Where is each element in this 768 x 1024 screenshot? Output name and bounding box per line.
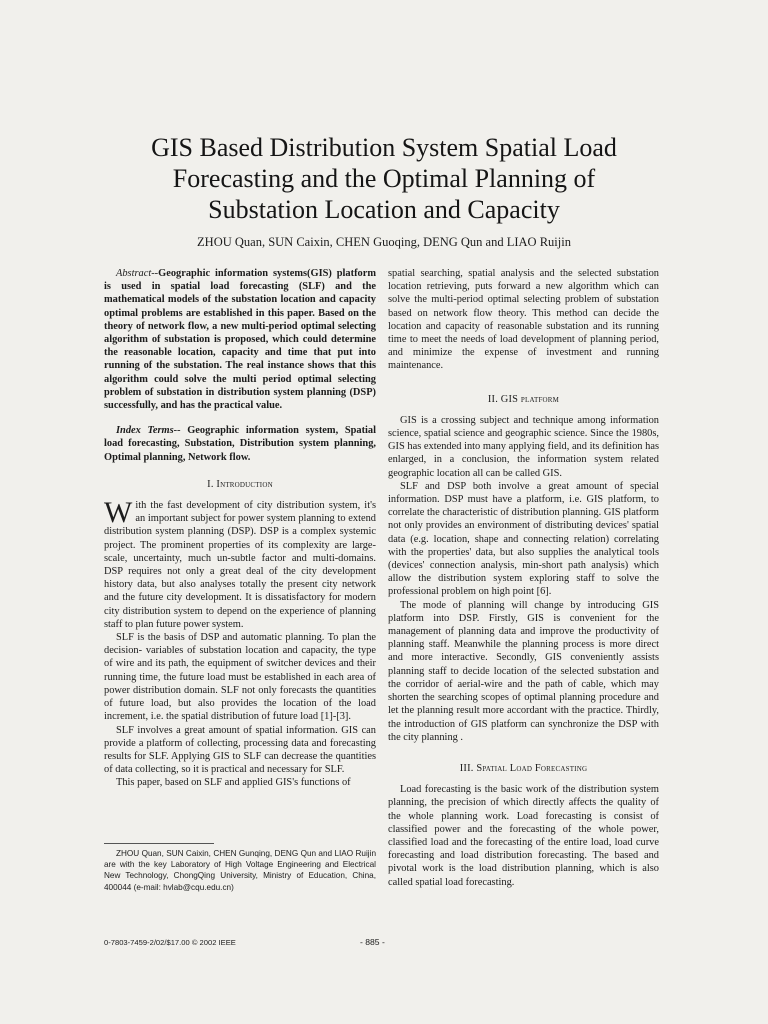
intro-paragraph-2: SLF is the basis of DSP and automatic planning. To plan the decision- variables of substation location and capacity, the type of wire and its path, the equipment of switcher devices and their running time, the future load must be established in each area of power distribution domain. SLF not only forecasts the quantities of future load, but also provides the location of the load increment, i.e. the spatial distribution of future load [1]-[3]. <box>104 632 376 723</box>
intro-paragraph-1 <box>104 496 376 631</box>
section-heading-spatial-load-forecasting: III. Spatial Load Forecasting <box>459 762 588 774</box>
index-terms <box>104 424 376 464</box>
intro-paragraph-4: This paper, based on SLF and applied GIS's functions of <box>116 777 351 789</box>
gis-paragraph-3: The mode of planning will change by introducing GIS platform into DSP. Firstly, GIS is convenient for the management of planning data and improve the productivity of planning staff. Meanwhile the planning process is more direct and more interactive. Secondly, GIS conveniently assists planning staff to decide location of the selected substation and the corridor of aerial-wire and the path of cable, which may shorten the searching scopes of optimal planning procedure and let the planning result more accordant with the practice. Thirdly, the introduction of GIS platform can synchronize the DSP with the city planning . <box>388 599 659 743</box>
intro-paragraph-3: SLF involves a great amount of spatial information. GIS can provide a platform of collecting, processing data and forecasting results for SLF. Applying GIS to SLF can decrease the quantities of data collecting, so it is practical and necessary for SLF. <box>104 724 376 776</box>
right-column <box>388 267 659 889</box>
left-column <box>104 267 376 790</box>
page-number: - 885 - <box>360 937 385 947</box>
abstract-label: Abstract-- <box>116 268 159 279</box>
author-list: ZHOU Quan, SUN Caixin, CHEN Guoqing, DENG Qun and LIAO Ruijin <box>197 235 571 249</box>
gis-paragraph-2: SLF and DSP both involve a great amount of special information. DSP must have a platform, i.e. GIS platform, to correlate the characteristic of distribution planning. GIS platform not only provides an environment of distributing devices' spatial data (e.g. location, shape and connecting relation) correlating with the properties' data, but also supplies the analytical tools (devices' connection analysis, min-short path analysis) which allow the distribution system exploring staff to solve the professional problem on high point [6]. <box>388 480 659 598</box>
affiliation-footnote: ZHOU Quan, SUN Caixin, CHEN Gunqing, DENG Qun and LIAO Ruijin are with the key Laboratory of High Voltage Engineering and Electrical New Technology, ChongQing University, Ministry of Education, China, 400044 (e-mail: hvlab@cqu.edu.cn) <box>104 849 376 892</box>
index-terms-text: Geographic information system, Spatial load forecasting, Substation, Distribution system planning, Optimal planning, Network flow. <box>104 425 376 463</box>
title-line-1: GIS Based Distribution System Spatial Load <box>151 133 617 162</box>
section-heading-introduction: I. Introduction <box>207 478 273 490</box>
section-heading-gis-platform: II. GIS platform <box>487 393 560 405</box>
slf-paragraph-1: Load forecasting is the basic work of the distribution system planning, the precision of which directly affects the quality of the whole planning work. Load forecasting is consist of classified power and the forecasting of the whole power, classified load and the forecasting of the entire load, load curve forecasting and load distribution forecasting. The based and pivotal work is the load distribution planning, which is also called spatial load forecasting. <box>388 784 659 888</box>
right-continuation-paragraph: spatial searching, spatial analysis and the selected substation location retrieving, puts forward a new algorithm which can solve the multi-period optimal selecting problem of substation based on network flow theory. This method can decide the location and capacity of reasonable substation and its running time to meet the needs of load development of planning period, and minimize the expense of investment and running maintenance. <box>388 268 659 372</box>
title-line-3: Substation Location and Capacity <box>208 195 560 224</box>
paper-title <box>84 132 684 225</box>
copyright-code: 0-7803-7459-2/02/$17.00 © 2002 IEEE <box>104 938 236 947</box>
abstract-text: Geographic information systems(GIS) platform is used in spatial load forecasting (SLF) and the mathematical models of the substation location and capacity optimal problems are established in this paper. Based on the theory of network flow, a new multi-period optimal selecting algorithm of substation is proposed, which could determine the reasonable location, capacity and time that put into running of the substation. The real instance shows that this algorithm could solve the multi period optimal selecting problem of substation in distribution system planning (DSP) successfully, and has the practical value. <box>104 268 376 412</box>
title-line-2: Forecasting and the Optimal Planning of <box>172 164 596 193</box>
abstract <box>104 267 376 412</box>
index-terms-label: Index Terms-- <box>116 425 181 437</box>
drop-cap: W <box>104 496 133 530</box>
gis-paragraph-1: GIS is a crossing subject and technique among information science, spatial science and geographic science. Since the 1980s, GIS has extended into many applying field, and its definition has enlarged, in a conclusion, the information system related geographic location all can be called GIS. <box>388 414 659 479</box>
intro-p1-text: ith the fast development of city distribution system, it's an important subject for power system planning to extend distribution system planning (DSP). DSP is a complex systemic project. The prominent properties of its complexity are large-scale, uncertainty, much un-subtle factor and multi-domains. DSP requires not only a great deal of the city development history data, but also analyses totally the present city network and the future city development. It is dissatisfactory for modern city distribution system to depend on the experience of planning staff to plan future power system. <box>104 500 376 630</box>
footnote-rule <box>104 843 214 844</box>
